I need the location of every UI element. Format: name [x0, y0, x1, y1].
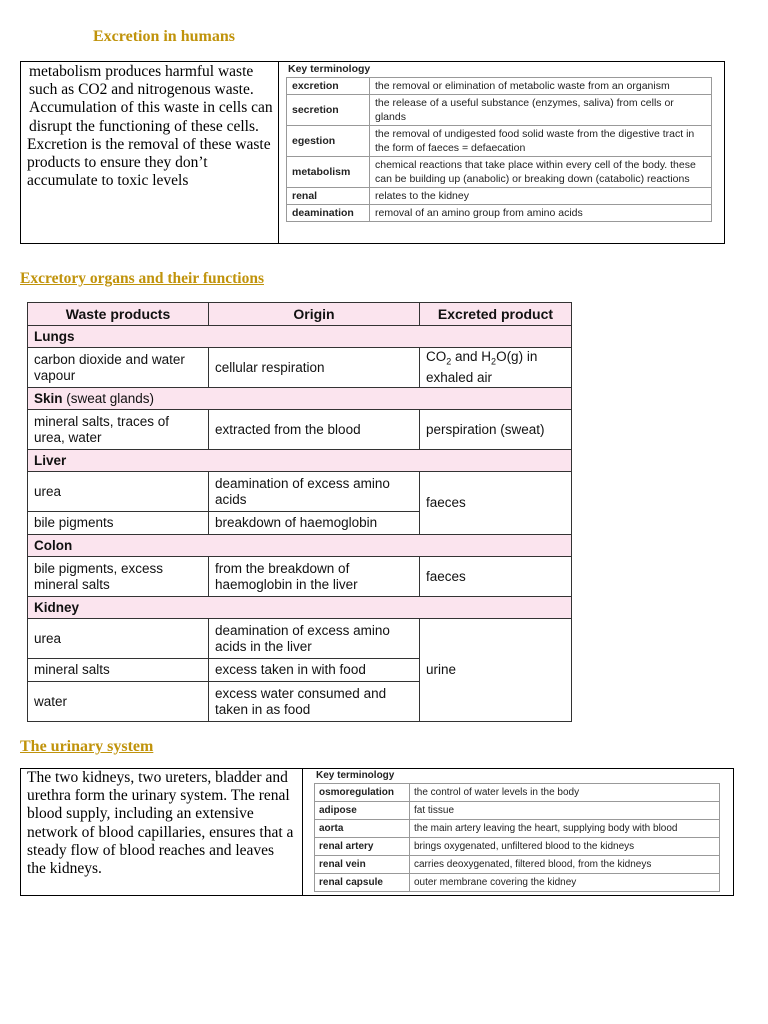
- definition: the release of a useful substance (enzymes, saliva) from cells or glands: [370, 95, 712, 126]
- term: deamination: [287, 205, 370, 222]
- key-terminology-title: Key terminology: [316, 770, 395, 781]
- organ-group-row: [28, 388, 572, 410]
- column-header: Waste products: [28, 303, 209, 326]
- table-row: [28, 472, 572, 512]
- term: metabolism: [287, 157, 370, 188]
- organ-group-row: [28, 535, 572, 557]
- organ-group-row: [28, 450, 572, 472]
- origin-cell: deamination of excess amino acids in the liver: [209, 619, 420, 659]
- waste-cell: mineral salts, traces of urea, water: [28, 410, 209, 450]
- term-row: [315, 784, 720, 802]
- origin-cell: excess taken in with food: [209, 659, 420, 682]
- term: osmoregulation: [315, 784, 410, 802]
- term: egestion: [287, 126, 370, 157]
- definition: fat tissue: [410, 802, 720, 820]
- term: excretion: [287, 78, 370, 95]
- key-terminology-table-1: [286, 63, 712, 222]
- intro-paragraph-2: Excretion is the removal of these waste products to ensure they don’t accumulate to toxic levels: [27, 135, 271, 190]
- term-row: [315, 874, 720, 892]
- waste-cell: bile pigments, excess mineral salts: [28, 557, 209, 597]
- intro-text: [27, 63, 273, 190]
- column-header: Excreted product: [420, 303, 572, 326]
- section-title-organs: Excretory organs and their functions: [20, 270, 264, 287]
- definition: carries deoxygenated, filtered blood, from the kidneys: [410, 856, 720, 874]
- term-row: [287, 78, 712, 95]
- column-divider: [278, 62, 279, 243]
- organ-group-row: [28, 326, 572, 348]
- definition: the main artery leaving the heart, supplying body with blood: [410, 820, 720, 838]
- definition: removal of an amino group from amino acids: [370, 205, 712, 222]
- term: renal capsule: [315, 874, 410, 892]
- definition: outer membrane covering the kidney: [410, 874, 720, 892]
- term-row: [315, 856, 720, 874]
- definition: relates to the kidney: [370, 188, 712, 205]
- column-divider: [302, 769, 303, 895]
- definition: chemical reactions that take place within every cell of the body. these can be building up (anabolic) or breaking down (catabolic) reactions: [370, 157, 712, 188]
- organ-label: Lungs: [28, 326, 572, 348]
- term: adipose: [315, 802, 410, 820]
- term-row: [287, 95, 712, 126]
- table-row: [28, 557, 572, 597]
- definition: the removal of undigested food solid waste from the digestive tract in the form of faeces = defaecation: [370, 126, 712, 157]
- origin-cell: deamination of excess amino acids: [209, 472, 420, 512]
- origin-cell: excess water consumed and taken in as food: [209, 682, 420, 722]
- product-text: O(g) in exhaled air: [426, 349, 538, 386]
- product-text: CO: [426, 349, 447, 365]
- term-row: [287, 126, 712, 157]
- table-header-row: [28, 303, 572, 326]
- product-cell: urine: [420, 619, 572, 722]
- definition: brings oxygenated, unfiltered blood to the kidneys: [410, 838, 720, 856]
- table-row: [28, 410, 572, 450]
- intro-paragraph-1: metabolism produces harmful waste such as CO2 and nitrogenous waste. Accumulation of this waste in cells can disrupt the functioning of these cells.: [29, 63, 273, 135]
- term: aorta: [315, 820, 410, 838]
- term-row: [315, 802, 720, 820]
- organ-label: Kidney: [28, 597, 572, 619]
- origin-cell: cellular respiration: [209, 348, 420, 388]
- term: renal artery: [315, 838, 410, 856]
- urinary-text: The two kidneys, two ureters, bladder and urethra form the urinary system. The renal blood supply, including an extensive network of blood capillaries, ensures that a steady flow of blood reaches and leaves the kidneys.: [27, 769, 294, 878]
- term-row: [287, 188, 712, 205]
- origin-cell: breakdown of haemoglobin: [209, 512, 420, 535]
- organ-group-row: [28, 597, 572, 619]
- organ-label: [28, 388, 572, 410]
- product-cell: [420, 348, 572, 388]
- waste-cell: water: [28, 682, 209, 722]
- organ-label: Liver: [28, 450, 572, 472]
- definition: the removal or elimination of metabolic waste from an organism: [370, 78, 712, 95]
- product-text: and H: [451, 349, 492, 365]
- key-terminology-table-2: [314, 770, 720, 892]
- term: renal: [287, 188, 370, 205]
- organ-note: (sweat glands): [62, 390, 155, 406]
- term-row: [287, 205, 712, 222]
- waste-cell: bile pigments: [28, 512, 209, 535]
- organ-label: Colon: [28, 535, 572, 557]
- product-cell: faeces: [420, 557, 572, 597]
- term-row: [287, 157, 712, 188]
- excretory-organs-table: [27, 302, 572, 722]
- waste-cell: urea: [28, 619, 209, 659]
- key-terminology-title: Key terminology: [288, 63, 371, 75]
- subscript: 2: [491, 356, 497, 367]
- origin-cell: extracted from the blood: [209, 410, 420, 450]
- table-row: [28, 619, 572, 659]
- origin-cell: from the breakdown of haemoglobin in the liver: [209, 557, 420, 597]
- waste-cell: mineral salts: [28, 659, 209, 682]
- waste-cell: carbon dioxide and water vapour: [28, 348, 209, 388]
- term: renal vein: [315, 856, 410, 874]
- definition: the control of water levels in the body: [410, 784, 720, 802]
- term-row: [315, 820, 720, 838]
- subscript: 2: [446, 356, 452, 367]
- section-title-urinary: The urinary system: [20, 738, 154, 755]
- product-cell: faeces: [420, 472, 572, 535]
- term: secretion: [287, 95, 370, 126]
- column-header: Origin: [209, 303, 420, 326]
- term-row: [315, 838, 720, 856]
- section-title-excretion: Excretion in humans: [93, 28, 235, 45]
- waste-cell: urea: [28, 472, 209, 512]
- organ-name: Skin: [34, 390, 63, 406]
- product-cell: perspiration (sweat): [420, 410, 572, 450]
- table-row: [28, 348, 572, 388]
